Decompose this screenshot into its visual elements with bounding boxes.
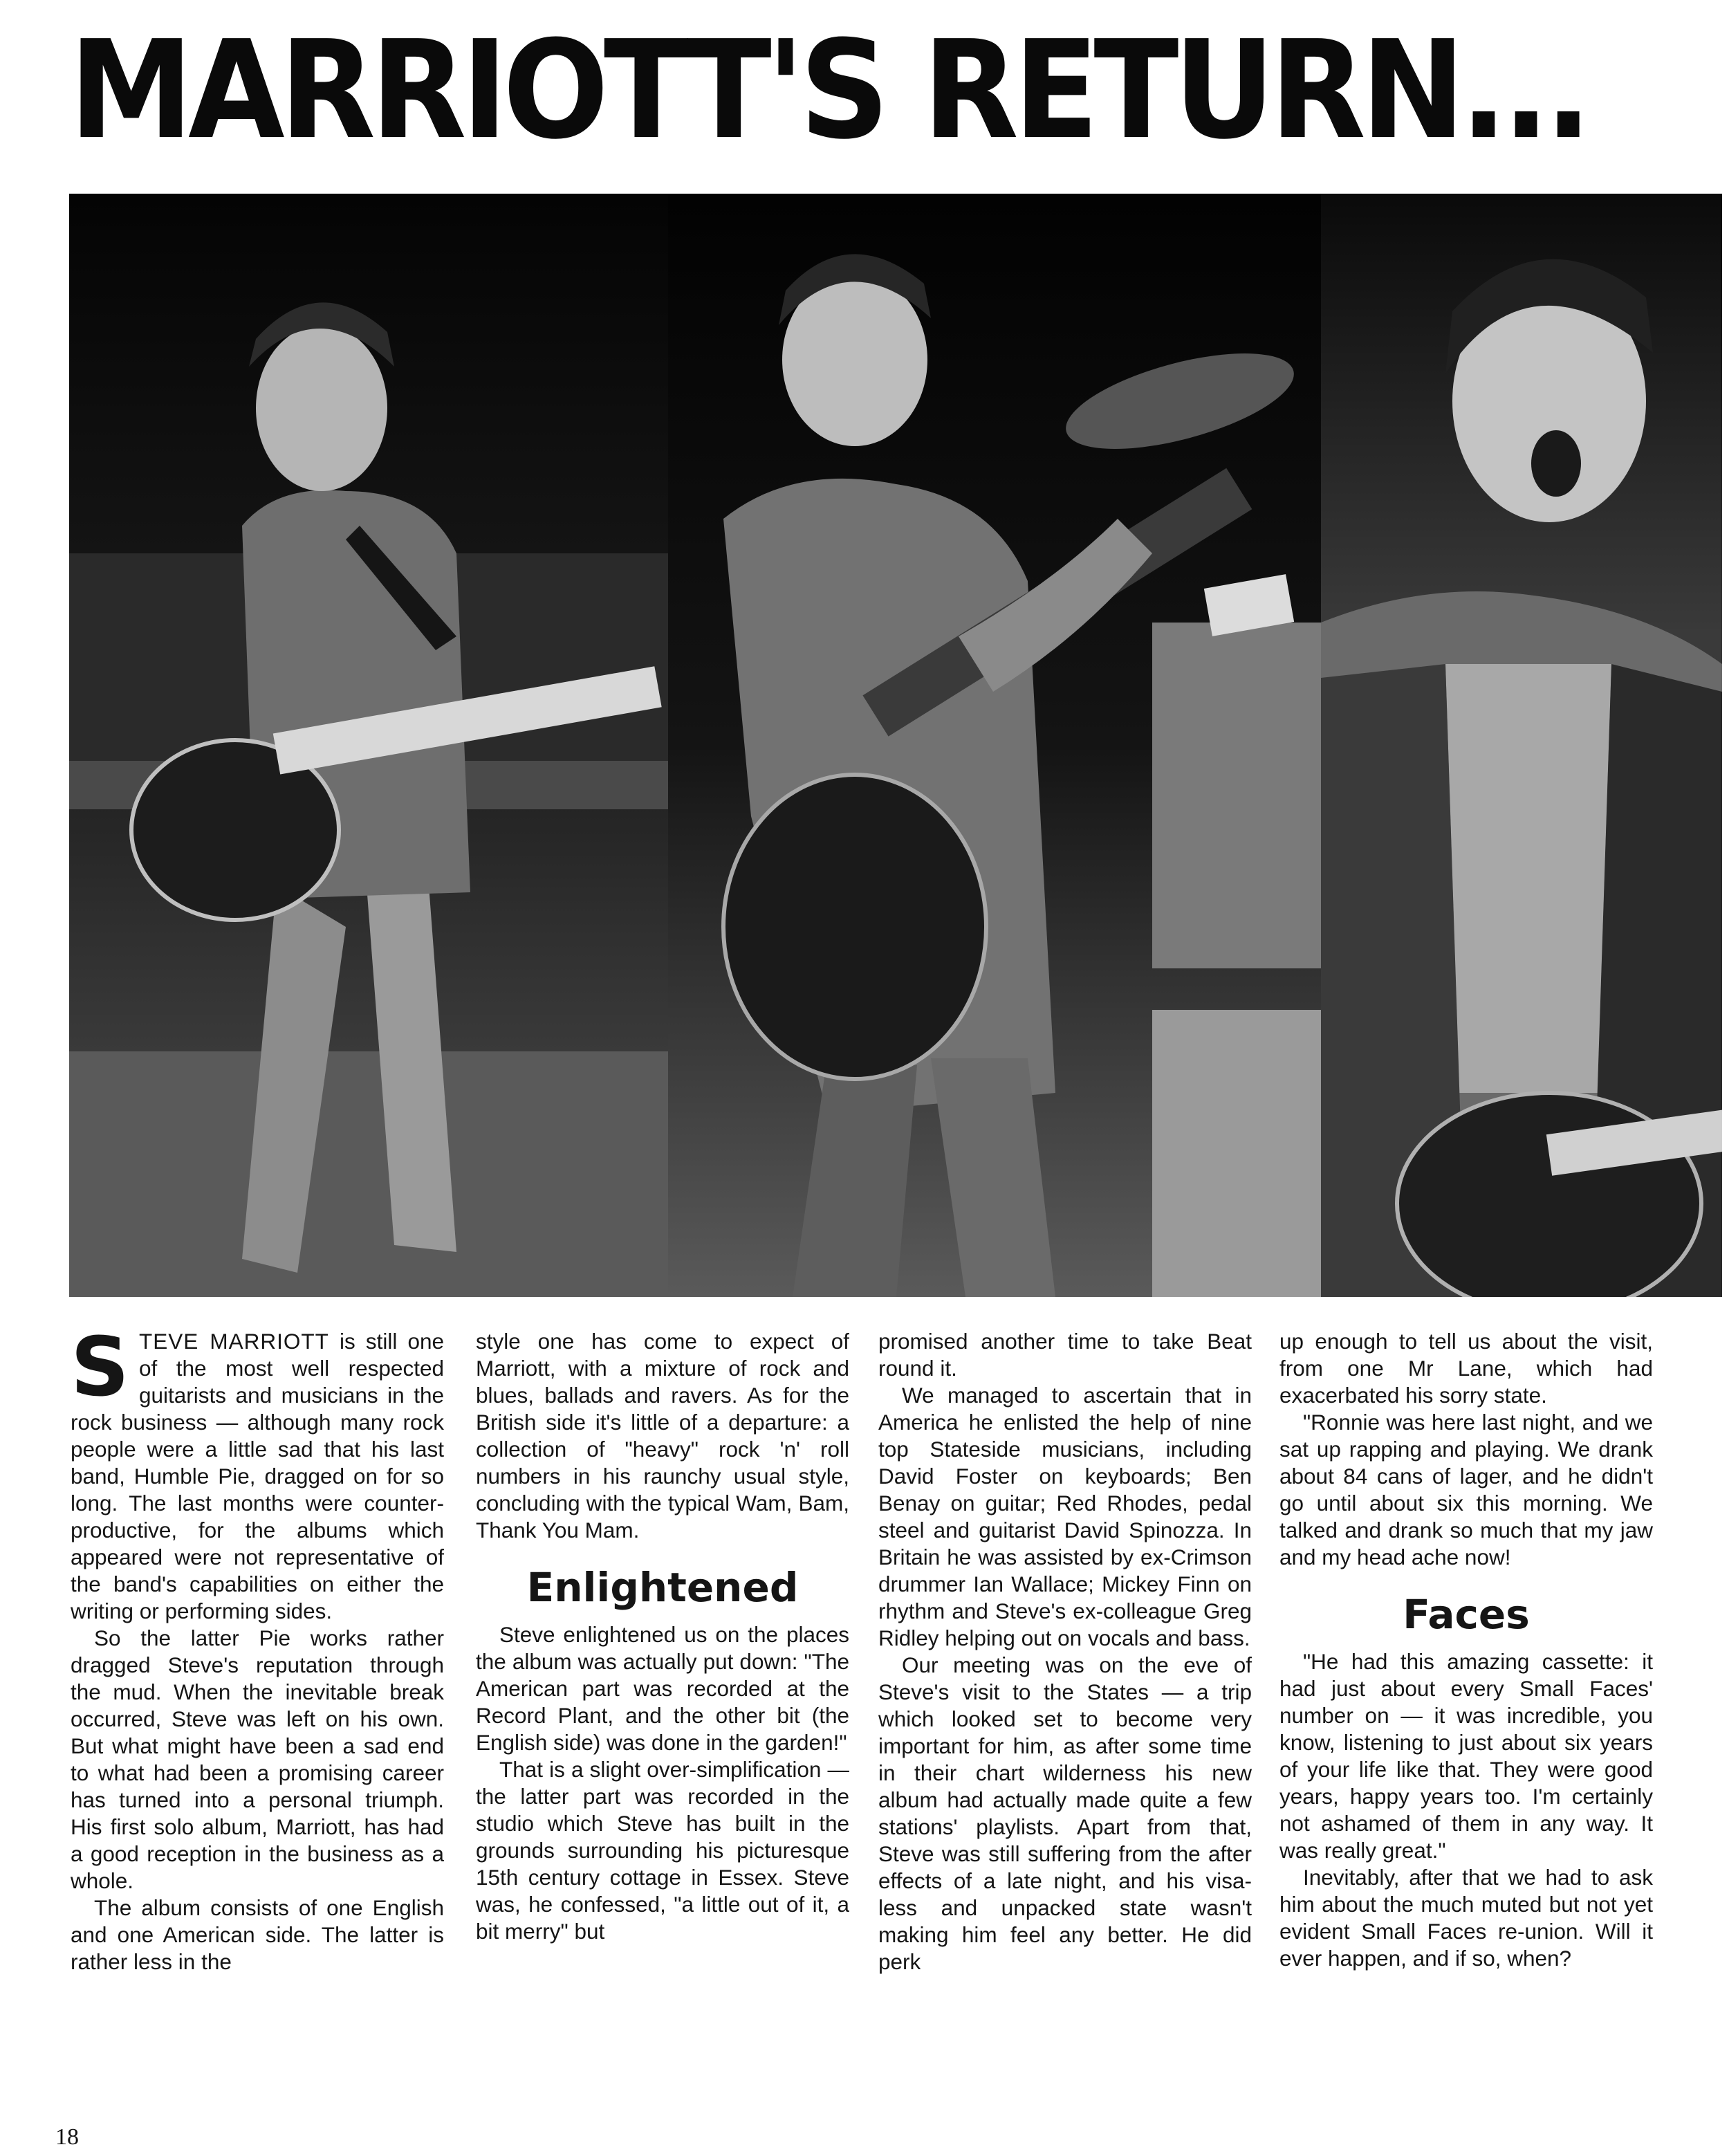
lead-words: TEVE MARRIOTT [139,1329,329,1354]
subhead-faces: Faces [1403,1591,1530,1638]
article-paragraph-3: The album consists of one English and one American side. The latter is rather less in the [71,1895,444,1974]
article-paragraph-4: style one has come to expect of Marriott, with a mixture of rock and blues, ballads and ravers. As for the British side it's little of a departure: a collection of "heavy" rock 'n' roll numbers in his raunchy usual style, concluding with the typical Wam, Bam, Thank You Mam. [476,1329,849,1542]
photo-marriott-singing [1321,194,1722,1297]
paragraph-text: is still one of the most well respected guitarists and musicians in the rock business — although many rock people were a little sad that his last band, Humble Pie, dragged on for so long. The last months were counter-productive, for the albums which appeared were not representative of the band's capabilities on either the writing or performing sides. [71,1329,444,1623]
page-number: 18 [55,2124,79,2150]
photo-marriott-standing-image [69,194,668,1297]
photo-marriott-standing [69,194,668,1297]
article-paragraph-10: up enough to tell us about the visit, from one Mr Lane, which had exacerbated his sorry state. [1279,1329,1653,1408]
article-paragraph-5: Steve enlightened us on the places the album was actually put down: "The American part was recorded at the Record Plant, and the other bit (the English side) was done in the garden!" [476,1622,849,1755]
article-paragraph-2: So the latter Pie works rather dragged Steve's reputation through the mud. When the inevitable break occurred, Steve was left on his own. But what might have been a sad end to what had been a promising career has turned into a personal triumph. His first solo album, Marriott, has had a good reception in the business as a whole. [71,1625,444,1893]
drop-cap: S [71,1328,129,1415]
photo-marriott-playing [668,194,1321,1297]
photo-marriott-singing-image [1321,194,1722,1297]
article-column-3 [878,1328,1252,2110]
article-paragraph-7: promised another time to take Beat round it. [878,1329,1252,1381]
article-column-2 [476,1328,849,2110]
photo-strip [69,194,1722,1297]
article-column-4 [1279,1328,1653,2110]
article-paragraph-11: "Ronnie was here last night, and we sat up rapping and playing. We drank about 84 cans of lager, and he didn't go until about six this morning. We talked and drank so much that my jaw and my head ache now! [1279,1410,1653,1569]
article-paragraph-8: We managed to ascertain that in America he enlisted the help of nine top Stateside musicians, including David Foster on keyboards; Ben Benay on guitar; Red Rhodes, pedal steel and guitarist David Spinozza. In Britain he was assisted by ex-Crimson drummer Ian Wallace; Mickey Finn on rhythm and Steve's ex-colleague Greg Ridley helping out on vocals and bass. [878,1383,1252,1650]
subhead-enlightened: Enlightened [526,1564,799,1611]
article-paragraph-1 [71,1328,444,1625]
article-paragraph-6: That is a slight over-simplification — the latter part was recorded in the studio which Steve has built in the grounds surrounding his picturesque 15th century cottage in Essex. Steve was, he confessed, "a little out of it, a bit merry" but [476,1757,849,1944]
article-column-1 [71,1328,444,2110]
article-paragraph-13: Inevitably, after that we had to ask him about the much muted but not yet evident Small Faces re-union. Will it ever happen, and if so, when? [1279,1865,1653,1971]
photo-marriott-playing-image [668,194,1321,1297]
article-paragraph-12: "He had this amazing cassette: it had just about every Small Faces' number on — it was incredible, you know, listening to just about six years of your life like that. They were good years, happy years too. I'm certainly not ashamed of them in any way. It was really great." [1279,1649,1653,1863]
article-paragraph-9: Our meeting was on the eve of Steve's visit to the States — a trip which looked set to become very important for him, as after some time in their chart wilderness his new album had actually made quite a few stations' playlists. Apart from that, Steve was still suffering from the after effects of a late night, and his visa-less and unpacked state wasn't making him feel any better. He did perk [878,1652,1252,1974]
headline: MARRIOTT'S RETURN... [69,12,1587,169]
